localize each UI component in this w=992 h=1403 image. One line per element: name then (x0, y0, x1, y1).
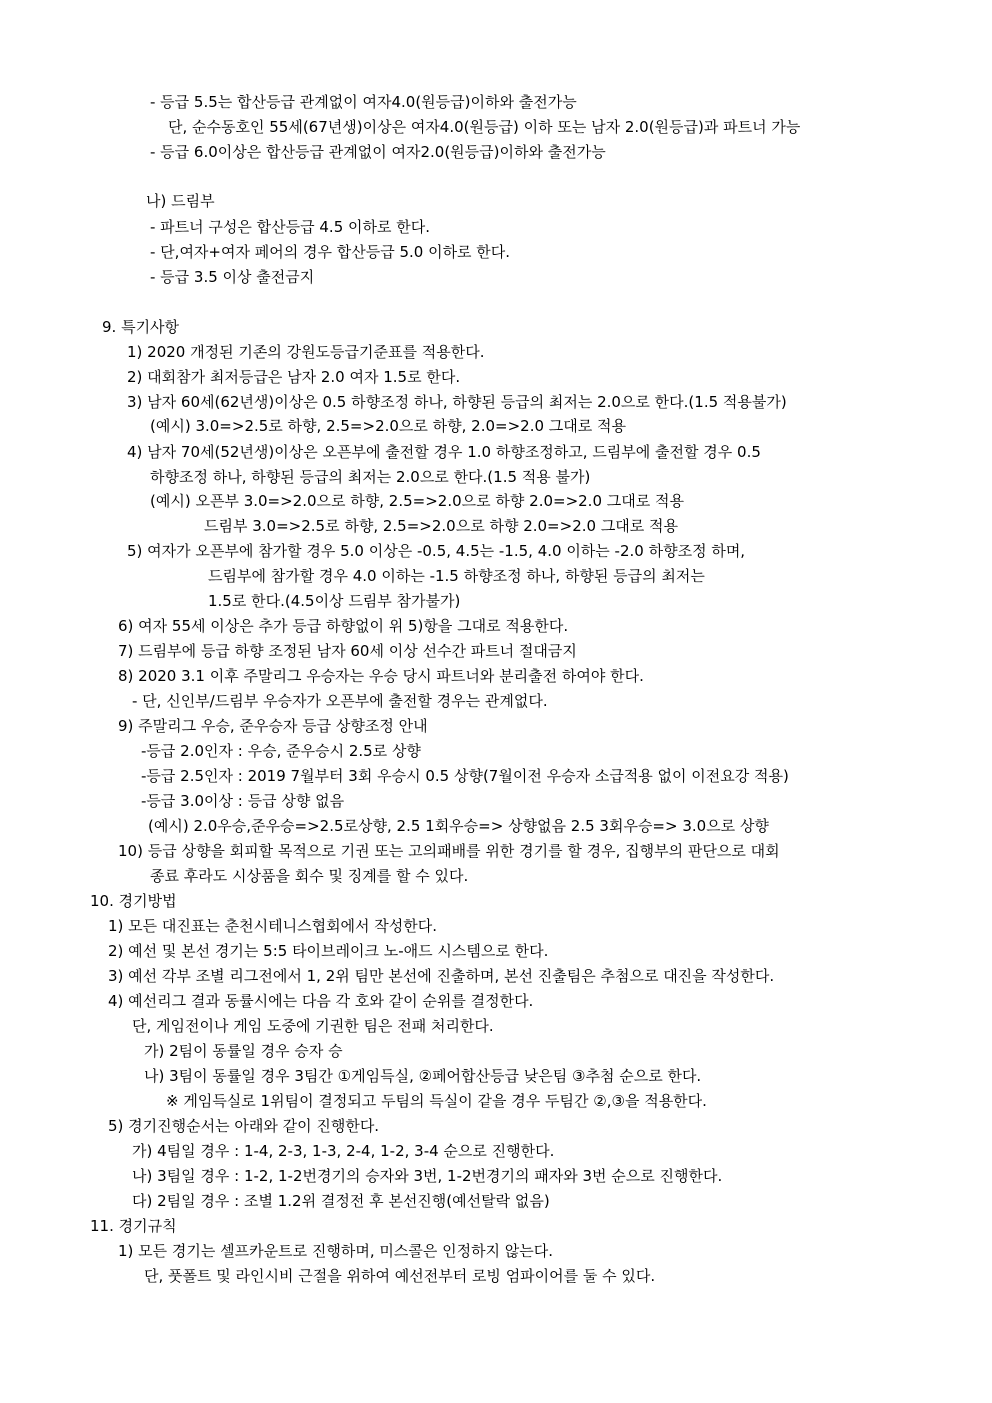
doc-line: 가) 4팀일 경우 : 1-4, 2-3, 1-3, 2-4, 1-2, 3-4 순으로 진행한다. (132, 1142, 555, 1160)
doc-line: - 단, 신인부/드림부 우승자가 오픈부에 출전할 경우는 관계없다. (132, 692, 548, 710)
doc-line: 1) 2020 개정된 기존의 강원도등급기준표를 적용한다. (127, 343, 485, 361)
doc-line: 하향조정 하나, 하향된 등급의 최저는 2.0으로 한다.(1.5 적용 불가) (150, 468, 591, 486)
doc-line: 6) 여자 55세 이상은 추가 등급 하향없이 위 5)항을 그대로 적용한다. (118, 617, 569, 635)
doc-line: 2) 예선 및 본선 경기는 5:5 타이브레이크 노-애드 시스템으로 한다. (108, 942, 549, 960)
doc-line: (예시) 오픈부 3.0=>2.0으로 하향, 2.5=>2.0으로 하향 2.0=>2.0 그대로 적용 (150, 492, 684, 510)
doc-line: 다) 2팀일 경우 : 조별 1.2위 결정전 후 본선진행(예선탈락 없음) (132, 1192, 550, 1210)
doc-line: -등급 2.0인자 : 우승, 준우승시 2.5로 상향 (141, 742, 421, 760)
doc-line: 5) 여자가 오픈부에 참가할 경우 5.0 이상은 -0.5, 4.5는 -1.5, 4.0 이하는 -2.0 하향조정 하며, (127, 542, 746, 560)
doc-line: 드림부에 참가할 경우 4.0 이하는 -1.5 하향조정 하나, 하향된 등급의 최저는 (208, 567, 705, 585)
doc-line: 4) 남자 70세(52년생)이상은 오픈부에 출전할 경우 1.0 하향조정하고, 드림부에 출전할 경우 0.5 (127, 443, 761, 461)
doc-line: 4) 예선리그 결과 동률시에는 다음 각 호와 같이 순위를 결정한다. (108, 992, 534, 1010)
doc-line: -등급 3.0이상 : 등급 상향 없음 (141, 792, 345, 810)
doc-line: -등급 2.5인자 : 2019 7월부터 3회 우승시 0.5 상향(7월이전 우승자 소급적용 없이 이전요강 적용) (141, 767, 789, 785)
doc-line: - 등급 3.5 이상 출전금지 (150, 268, 315, 286)
doc-line: 가) 2팀이 동률일 경우 승자 승 (144, 1042, 343, 1060)
doc-line: ※ 게임득실로 1위팀이 결정되고 두팀의 득실이 같을 경우 두팀간 ②,③을 적용한다. (166, 1092, 707, 1110)
doc-line: (예시) 3.0=>2.5로 하향, 2.5=>2.0으로 하향, 2.0=>2.0 그대로 적용 (150, 417, 627, 435)
doc-line: 종료 후라도 시상품을 회수 및 징계를 할 수 있다. (150, 867, 469, 885)
doc-line: 2) 대회참가 최저등급은 남자 2.0 여자 1.5로 한다. (127, 368, 461, 386)
doc-line: 1) 모든 대진표는 춘천시테니스협회에서 작성한다. (108, 917, 438, 935)
doc-line: 8) 2020 3.1 이후 주말리그 우승자는 우승 당시 파트너와 분리출전 하여야 한다. (118, 667, 644, 685)
doc-line: 단, 게임전이나 게임 도중에 기권한 팀은 전패 처리한다. (132, 1017, 494, 1035)
doc-line: 1) 모든 경기는 셀프카운트로 진행하며, 미스콜은 인정하지 않는다. (118, 1242, 554, 1260)
doc-line: 단, 풋폴트 및 라인시비 근절을 위하여 예선전부터 로빙 엄파이어를 둘 수 있다. (144, 1267, 656, 1285)
doc-line: 나) 드림부 (146, 192, 215, 210)
doc-line: 1.5로 한다.(4.5이상 드림부 참가불가) (208, 592, 461, 610)
doc-line: 10) 등급 상향을 회피할 목적으로 기권 또는 고의패배를 위한 경기를 할 경우, 집행부의 판단으로 대회 (118, 842, 780, 860)
section-heading: 9. 특기사항 (102, 318, 180, 336)
doc-line: 드림부 3.0=>2.5로 하향, 2.5=>2.0으로 하향 2.0=>2.0 그대로 적용 (204, 517, 679, 535)
doc-line: 나) 3팀일 경우 : 1-2, 1-2번경기의 승자와 3번, 1-2번경기의 패자와 3번 순으로 진행한다. (132, 1167, 723, 1185)
section-heading: 11. 경기규칙 (90, 1217, 177, 1235)
doc-line: (예시) 2.0우승,준우승=>2.5로상향, 2.5 1회우승=> 상향없음 2.5 3회우승=> 3.0으로 상향 (148, 817, 769, 835)
doc-line: 3) 예선 각부 조별 리그전에서 1, 2위 팀만 본선에 진출하며, 본선 진출팀은 추첨으로 대진을 작성한다. (108, 967, 775, 985)
doc-line: - 등급 6.0이상은 합산등급 관계없이 여자2.0(원등급)이하와 출전가능 (150, 143, 606, 161)
doc-line: 7) 드림부에 등급 하향 조정된 남자 60세 이상 선수간 파트너 절대금지 (118, 642, 577, 660)
doc-line: 단, 순수동호인 55세(67년생)이상은 여자4.0(원등급) 이하 또는 남자 2.0(원등급)과 파트너 가능 (168, 118, 801, 136)
doc-line: 5) 경기진행순서는 아래와 같이 진행한다. (108, 1117, 380, 1135)
doc-line: - 단,여자+여자 페어의 경우 합산등급 5.0 이하로 한다. (150, 243, 511, 261)
doc-line: 9) 주말리그 우승, 준우승자 등급 상향조정 안내 (118, 717, 428, 735)
doc-line: - 파트너 구성은 합산등급 4.5 이하로 한다. (150, 218, 430, 236)
section-heading: 10. 경기방법 (90, 892, 177, 910)
doc-line: - 등급 5.5는 합산등급 관계없이 여자4.0(원등급)이하와 출전가능 (150, 93, 577, 111)
doc-line: 3) 남자 60세(62년생)이상은 0.5 하향조정 하나, 하향된 등급의 최저는 2.0으로 한다.(1.5 적용불가) (127, 393, 787, 411)
doc-line: 나) 3팀이 동률일 경우 3팀간 ①게임득실, ②페어합산등급 낮은팀 ③추첨 순으로 한다. (144, 1067, 702, 1085)
